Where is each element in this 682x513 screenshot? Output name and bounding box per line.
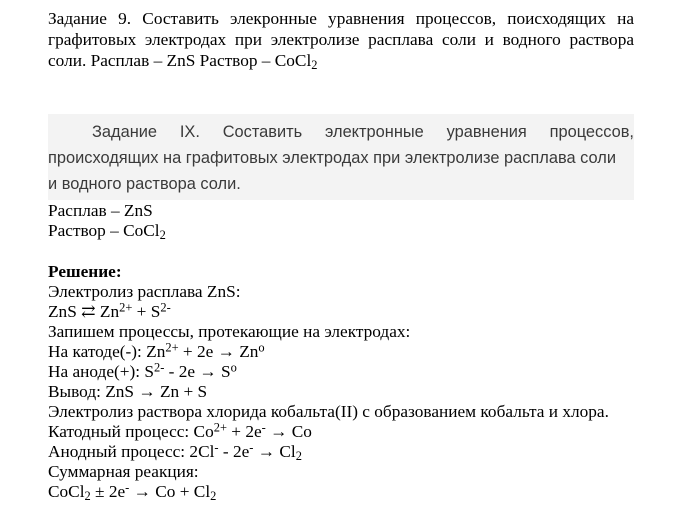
cathode-equation: На катоде(-): $Zn^{2+} + 2e \to Zn^o$ bbox=[48, 340, 265, 361]
summary-title: Суммарная реакция: bbox=[48, 462, 199, 481]
scan-line-1: Задание IX. Составить электронные уравнения процессов, bbox=[92, 123, 634, 141]
solution-heading: Решение: bbox=[48, 262, 122, 281]
cathode-process: Катодный процесс: $Co^{2+} + 2e^- \to Co$ bbox=[48, 420, 312, 441]
anode-equation: На аноде(+): $S^{2-} - 2e \to S^o$ bbox=[48, 360, 237, 381]
scan-line-3: и водного раствора соли. bbox=[48, 175, 241, 193]
task-line-1: Задание 9. Составить элекронные уравнения процессов, поисходящих на bbox=[48, 9, 634, 28]
melt-conclusion: Вывод: ZnS → Zn + S bbox=[48, 382, 208, 401]
task-line-2: графитовых электродах при электролизе расплава соли и водного раствора bbox=[48, 30, 634, 49]
task-statement bbox=[48, 8, 634, 71]
anode-process: Анодный процесс: $2Cl^- - 2e^- \to Cl_2$ bbox=[48, 440, 302, 464]
scanned-task-image bbox=[48, 114, 634, 200]
given-solution: Раствор – CoCl$_2$ bbox=[48, 221, 166, 243]
processes-intro: Запишем процессы, протекающие на электродах: bbox=[48, 322, 411, 341]
summary-equation: CoCl$_2$ ± $2e^- \to Co + Cl_2$ bbox=[48, 480, 217, 504]
scan-line-2: происходящих на графитовых электродах при электролизе расплава соли bbox=[48, 149, 617, 167]
given-melt: Расплав – ZnS bbox=[48, 201, 153, 220]
dissociation-equation: ZnS ⇄ $Zn^{2+} + S^{2-}$ bbox=[48, 300, 171, 321]
solution-electrolysis-title: Электролиз раствора хлорида кобальта(II) с образованием кобальта и хлора. bbox=[48, 402, 609, 421]
melt-electrolysis-title: Электролиз расплава ZnS: bbox=[48, 282, 241, 301]
task-line-3: соли. Расплав – ZnS Раствор – CoCl$_2$ bbox=[48, 51, 318, 73]
